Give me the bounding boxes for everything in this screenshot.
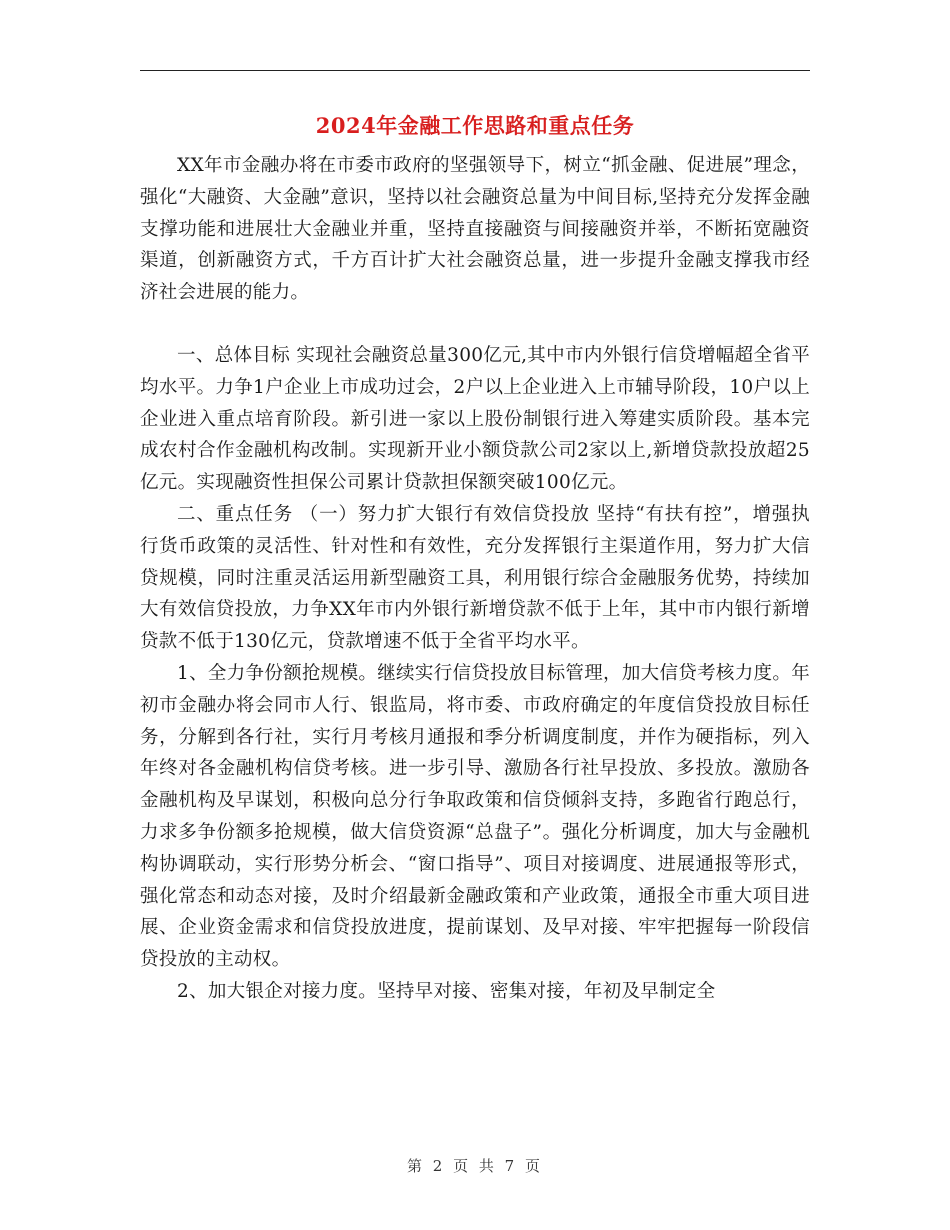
paragraph-task-2: 2、加大银企对接力度。坚持早对接、密集对接，年初及早制定全 bbox=[177, 980, 716, 1002]
paragraph-key-tasks: 二、重点任务 （一）努力扩大银行有效信贷投放 坚持“有扶有控”，增强执行货币政策的灵活性、针对性和有效性，充分发挥银行主渠道作用，努力扩大信贷规模，同时注重灵活运用新型融资工具，利用银行综合金融服务优势，持续加大有效信贷投放，力争XX年市内外银行新增贷款不低于上年，其中市内银行新增贷款不低于130亿元，贷款增速不低于全省平均水平。 bbox=[140, 503, 810, 653]
header-rule bbox=[140, 70, 810, 71]
paragraph-gap bbox=[140, 309, 810, 340]
page-number: 第 2 页 共 7 页 bbox=[407, 1157, 543, 1175]
paragraph-task-1: 1、全力争份额抢规模。继续实行信贷投放目标管理，加大信贷考核力度。年初市金融办将会同市人行、银监局，将市委、市政府确定的年度信贷投放目标任务，分解到各行社，实行月考核月通报和季分析调度制度，并作为硬指标，列入年终对各金融机构信贷考核。进一步引导、激励各行社早投放、多投放。激励各金融机构及早谋划，积极向总分行争取政策和信贷倾斜支持，多跑省行跑总行，力求多争份额多抢规模，做大信贷资源“总盘子”。强化分析调度，加大与金融机构协调联动，实行形势分析会、“窗口指导”、项目对接调度、进展通报等形式，强化常态和动态对接，及时介绍最新金融政策和产业政策，通报全市重大项目进展、企业资金需求和信贷投放进度，提前谋划、及早对接、牢牢把握每一阶段信贷投放的主动权。 bbox=[140, 662, 810, 971]
paragraph-intro: XX年市金融办将在市委市政府的坚强领导下，树立“抓金融、促进展”理念，强化“大融资、大金融”意识，坚持以社会融资总量为中间目标,坚持充分发挥金融支撑功能和进展壮大金融业并重，坚持直接融资与间接融资并举，不断拓宽融资渠道，创新融资方式，千方百计扩大社会融资总量，进一步提升金融支撑我市经济社会进展的能力。 bbox=[140, 155, 810, 304]
paragraph-overall-goals: 一、总体目标 实现社会融资总量300亿元,其中市内外银行信贷增幅超全省平均水平。力争1户企业上市成功过会，2户以上企业进入上市辅导阶段，10户以上企业进入重点培育阶段。新引进一家以上股份制银行进入筹建实质阶段。基本完成农村合作金融机构改制。实现新开业小额贷款公司2家以上,新增贷款投放超25亿元。实现融资性担保公司累计贷款担保额突破100亿元。 bbox=[140, 344, 810, 494]
document-title: 2024年金融工作思路和重点任务 bbox=[315, 113, 635, 138]
document-body bbox=[140, 150, 810, 1008]
